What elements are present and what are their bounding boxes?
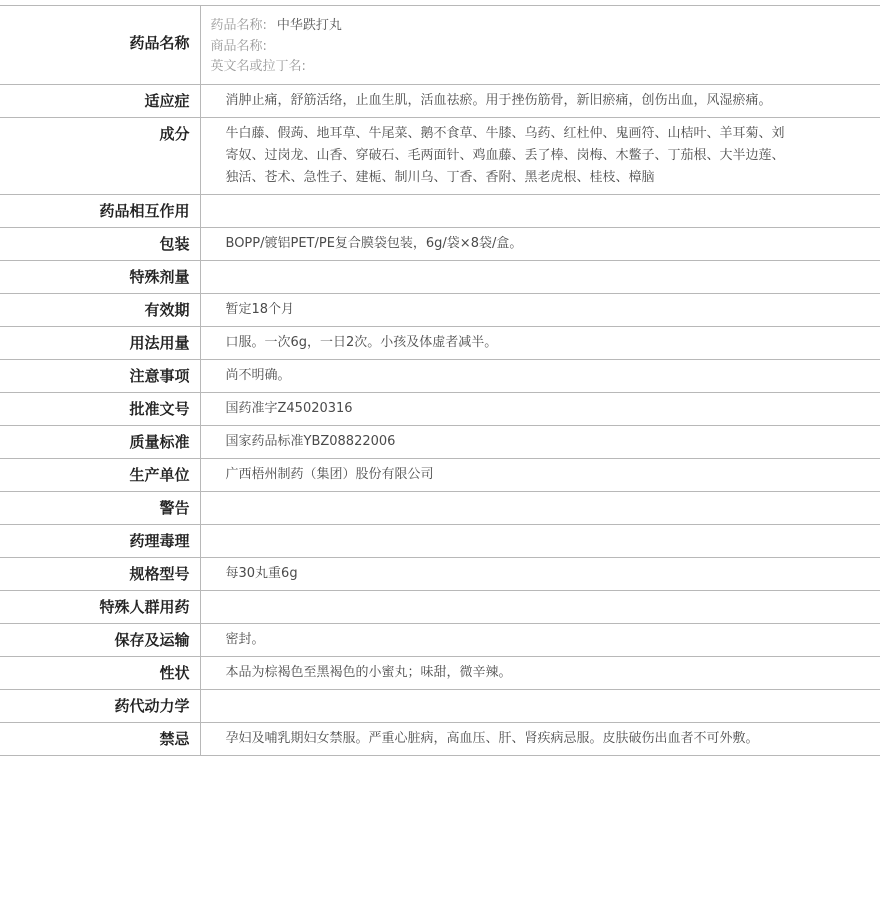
row-value: 暂定18个月	[200, 293, 880, 326]
row-value	[200, 689, 880, 722]
row-label: 包装	[0, 227, 200, 260]
row-label: 生产单位	[0, 458, 200, 491]
row-label: 成分	[0, 117, 200, 194]
trade-name-label: 商品名称:	[210, 38, 267, 54]
row-label: 适应症	[0, 84, 200, 117]
table-row	[0, 425, 880, 458]
row-label: 禁忌	[0, 722, 200, 755]
row-label: 药代动力学	[0, 689, 200, 722]
row-value	[200, 194, 880, 227]
english-name-line	[211, 57, 871, 78]
row-label: 质量标准	[0, 425, 200, 458]
row-value	[200, 6, 880, 85]
drug-name-label: 药品名称:	[210, 18, 267, 33]
row-value: 每30丸重6g	[200, 557, 880, 590]
row-label: 特殊剂量	[0, 260, 200, 293]
row-value: 口服。一次6g，一日2次。小孩及体虚者减半。	[200, 326, 880, 359]
table-row	[0, 491, 880, 524]
table-row	[0, 623, 880, 656]
row-value: 密封。	[200, 623, 880, 656]
row-value: 本品为棕褐色至黑褐色的小蜜丸；味甜，微辛辣。	[200, 656, 880, 689]
row-label: 有效期	[0, 293, 200, 326]
row-value: 国家药品标准YBZ08822006	[200, 425, 880, 458]
table-row	[0, 117, 880, 194]
row-value: 孕妇及哺乳期妇女禁服。严重心脏病，高血压、肝、肾疾病忌服。皮肤破伤出血者不可外敷。	[200, 722, 880, 755]
row-label: 药品名称	[0, 6, 200, 85]
row-value	[200, 590, 880, 623]
table-row	[0, 392, 880, 425]
table-row	[0, 524, 880, 557]
table-row	[0, 359, 880, 392]
row-label: 性状	[0, 656, 200, 689]
row-value	[200, 260, 880, 293]
row-value: 消肿止痛，舒筋活络，止血生肌，活血祛瘀。用于挫伤筋骨，新旧瘀痛，创伤出血，风湿瘀痛。	[200, 84, 880, 117]
table-row	[0, 689, 880, 722]
row-value: BOPP/镀铝PET/PE复合膜袋包装，6g/袋×8袋/盒。	[200, 227, 880, 260]
row-value	[200, 491, 880, 524]
table-row	[0, 458, 880, 491]
row-drug-name	[0, 6, 880, 85]
row-label: 批准文号	[0, 392, 200, 425]
table-row	[0, 260, 880, 293]
table-row	[0, 194, 880, 227]
row-label: 药品相互作用	[0, 194, 200, 227]
table-row	[0, 590, 880, 623]
row-label: 警告	[0, 491, 200, 524]
row-label: 保存及运输	[0, 623, 200, 656]
drug-name-line	[211, 16, 871, 37]
table-row	[0, 293, 880, 326]
row-label: 注意事项	[0, 359, 200, 392]
table-row	[0, 557, 880, 590]
drug-info-table	[0, 5, 880, 756]
trade-name-line	[211, 37, 871, 58]
row-value: 尚不明确。	[200, 359, 880, 392]
drug-name-value: 中华跌打丸	[276, 18, 342, 33]
row-label: 规格型号	[0, 557, 200, 590]
row-value: 广西梧州制药（集团）股份有限公司	[200, 458, 880, 491]
row-label: 药理毒理	[0, 524, 200, 557]
row-label: 用法用量	[0, 326, 200, 359]
table-row	[0, 722, 880, 755]
row-value: 牛白藤、假蒟、地耳草、牛尾菜、鹅不食草、牛膝、乌药、红杜仲、鬼画符、山桔叶、羊耳菊、刘寄奴、过岗龙、山香、穿破石、毛两面针、鸡血藤、丢了棒、岗梅、木鳖子、丁茄根、大半边莲、独活、苍术、急性子、建栀、制川乌、丁香、香附、黑老虎根、桂枝、樟脑	[200, 117, 880, 194]
table-row	[0, 84, 880, 117]
english-name-label: 英文名或拉丁名:	[210, 59, 306, 74]
table-row	[0, 656, 880, 689]
table-row	[0, 227, 880, 260]
row-label: 特殊人群用药	[0, 590, 200, 623]
table-row	[0, 326, 880, 359]
row-value	[200, 524, 880, 557]
row-value: 国药准字Z45020316	[200, 392, 880, 425]
